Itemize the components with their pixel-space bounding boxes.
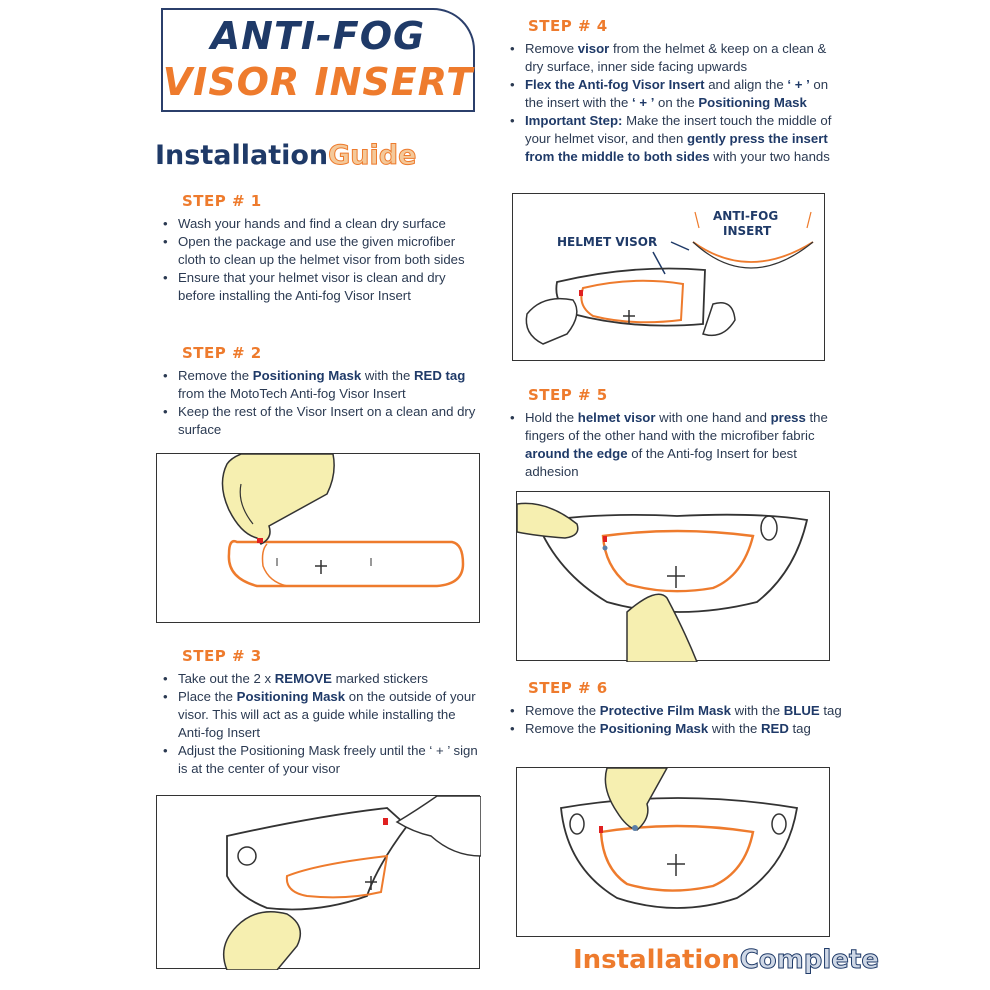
list-item: • Wash your hands and find a clean dry surface <box>161 215 481 233</box>
list-item: • Keep the rest of the Visor Insert on a clean and dry surface <box>161 403 477 439</box>
list-item: • Remove visor from the helmet & keep on a clean & dry surface, inner side facing upwards <box>508 40 848 76</box>
list-item: • Adjust the Positioning Mask freely until the ‘ + ’ sign is at the center of your visor <box>161 742 479 778</box>
antifog-label-2: INSERT <box>723 224 772 238</box>
list-item: • Ensure that your helmet visor is clean and dry before installing the Anti-fog Visor Insert <box>161 269 481 305</box>
list-item: • Take out the 2 x REMOVE marked stickers <box>161 670 479 688</box>
antifog-label-1: ANTI-FOG <box>713 209 779 223</box>
step-2-illustration <box>156 453 480 623</box>
list-item: • Remove the Protective Film Mask with the BLUE tag <box>508 702 844 720</box>
step-5-list <box>508 409 840 481</box>
list-item: • Remove the Positioning Mask with the RED tag <box>508 720 844 738</box>
step-6-list <box>508 702 844 738</box>
installation-complete-heading <box>573 945 879 975</box>
list-item: • Place the Positioning Mask on the outside of your visor. This will act as a guide while installing the Anti-fog Insert <box>161 688 479 742</box>
list-item: • Flex the Anti-fog Visor Insert and align the ‘ + ’ on the insert with the ‘ + ’ on the Positioning Mask <box>508 76 848 112</box>
complete-word-1: Installation <box>573 945 740 975</box>
step-4-heading: STEP # 4 <box>528 17 608 35</box>
list-item: • Hold the helmet visor with one hand and press the fingers of the other hand with the microfiber fabric around the edge of the Anti-fog Insert for best adhesion <box>508 409 840 481</box>
step-6-illustration <box>516 767 830 937</box>
guide-word-1: Installation <box>155 140 329 171</box>
installation-guide-heading <box>155 140 416 171</box>
title-line-1: ANTI-FOG <box>210 14 426 58</box>
step-1-heading: STEP # 1 <box>182 192 262 210</box>
title-line-2: VISOR INSERT <box>162 60 474 104</box>
list-item: • Remove the Positioning Mask with the RED tag from the MotoTech Anti-fog Visor Insert <box>161 367 477 403</box>
guide-word-2: Guide <box>328 140 417 171</box>
step-3-illustration <box>156 795 480 969</box>
step-5-illustration <box>516 491 830 661</box>
step-6-heading: STEP # 6 <box>528 679 608 697</box>
complete-word-2: Complete <box>739 945 879 975</box>
step-1-list <box>161 215 481 305</box>
step-3-heading: STEP # 3 <box>182 647 262 665</box>
step-4-list <box>508 40 848 166</box>
step-4-illustration <box>512 193 825 361</box>
helmet-visor-label: HELMET VISOR <box>557 235 658 249</box>
step-2-heading: STEP # 2 <box>182 344 262 362</box>
step-2-list <box>161 367 477 439</box>
list-item: • Open the package and use the given microfiber cloth to clean up the helmet visor from both sides <box>161 233 481 269</box>
step-3-list <box>161 670 479 778</box>
list-item: • Important Step: Make the insert touch the middle of your helmet visor, and then gently press the insert from the middle to both sides with your two hands <box>508 112 848 166</box>
step-5-heading: STEP # 5 <box>528 386 608 404</box>
